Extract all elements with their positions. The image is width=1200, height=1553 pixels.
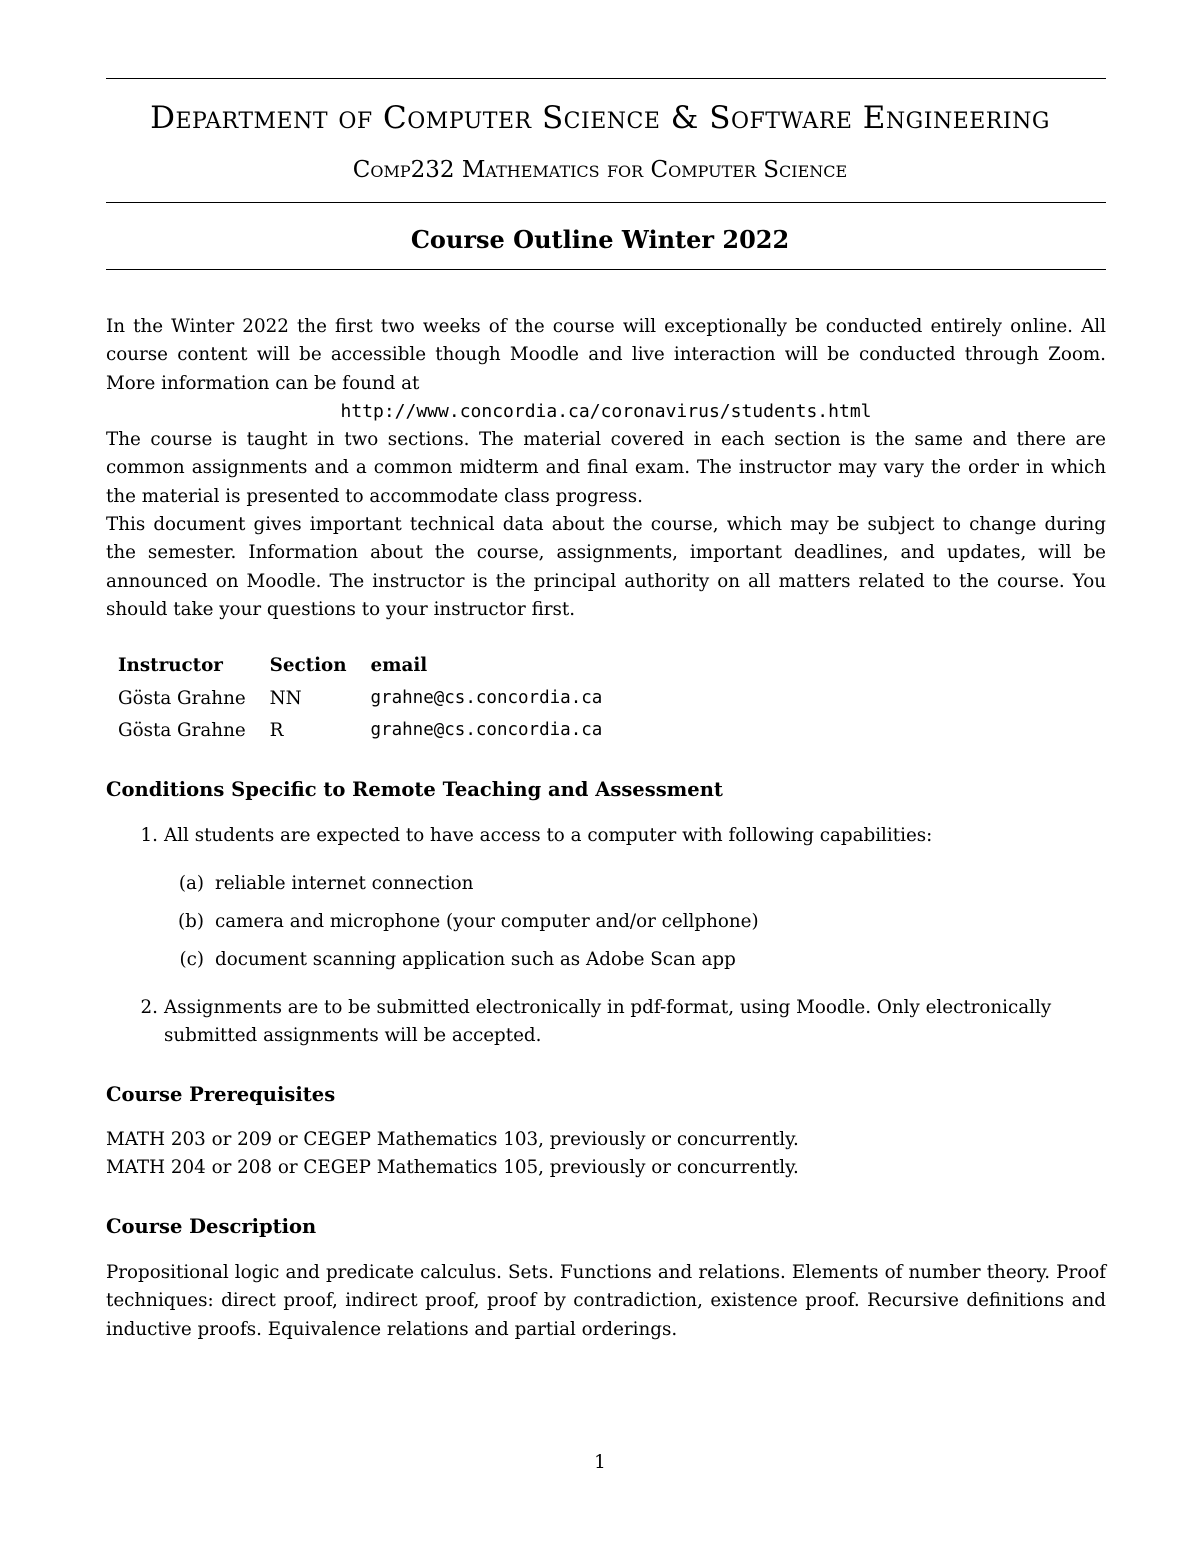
instructor-table — [106, 648, 614, 746]
list-item-text: All students are expected to have access to a computer with following capabilities: — [164, 825, 933, 846]
list-item-text-line2: submitted assignments will be accepted. — [164, 1025, 542, 1046]
sub-item-text: camera and microphone (your computer and/or cellphone) — [215, 911, 759, 932]
course-title: Comp232 Mathematics for Computer Science — [352, 157, 848, 183]
intro-paragraph-2: The course is taught in two sections. The material covered in each section is the same and there are common assignments and a common midterm and final exam. The instructor may vary the order in which the material is presented to accommodate class progress. — [106, 429, 1106, 507]
list-number: 2. — [140, 997, 158, 1018]
prerequisite-line-2: MATH 204 or 208 or CEGEP Mathematics 105, previously or concurrently. — [106, 1157, 799, 1179]
bottom-rule — [106, 269, 1106, 270]
outline-title: Course Outline Winter 2022 — [410, 225, 790, 254]
top-rule — [106, 78, 1106, 79]
description-text: Propositional logic and predicate calculus. Sets. Functions and relations. Elements of number theory. Proof techniques: direct proof, indirect proof, proof by contradiction, existence proof. Recursive definitions and inductive proofs. Equivalence relations and partial orderings. — [106, 1262, 1106, 1340]
prerequisites-heading: Course Prerequisites — [106, 1083, 336, 1106]
prerequisites-text — [106, 1126, 1106, 1183]
list-number: 1. — [140, 825, 158, 846]
header-email: email — [370, 654, 428, 676]
instructor-section: R — [269, 719, 284, 741]
intro-paragraph-1: In the Winter 2022 the first two weeks of the course will exceptionally be conducted entirely online. All course content will be accessible though Moodle and live interaction will be conducted through Zoom. More information can be found at — [106, 316, 1106, 394]
prerequisite-line-1: MATH 203 or 209 or CEGEP Mathematics 103, previously or concurrently. — [106, 1129, 799, 1150]
middle-rule — [106, 202, 1106, 203]
page-number: 1 — [594, 1452, 606, 1473]
instructor-name: Gösta Grahne — [118, 687, 246, 709]
department-title: Department of Computer Science & Software Engineering — [150, 100, 1050, 136]
instructor-email[interactable]: grahne@cs.concordia.ca — [370, 720, 603, 740]
sub-item-text: reliable internet connection — [215, 873, 474, 894]
instructor-name: Gösta Grahne — [118, 719, 246, 741]
instructor-table-header — [106, 648, 614, 682]
sub-item-text: document scanning application such as Adobe Scan app — [215, 949, 736, 970]
sub-item-label: (c) — [179, 949, 204, 970]
coronavirus-url[interactable]: http://www.concordia.ca/coronavirus/students.html — [340, 400, 872, 422]
intro-section — [106, 313, 1106, 624]
header-instructor: Instructor — [118, 654, 223, 676]
table-row — [106, 682, 614, 714]
header-section: Section — [269, 654, 347, 676]
instructor-email[interactable]: grahne@cs.concordia.ca — [370, 688, 603, 708]
remote-heading: Conditions Specific to Remote Teaching and Assessment — [106, 778, 723, 801]
instructor-section: NN — [269, 687, 302, 709]
sub-item-label: (b) — [178, 911, 204, 932]
description-heading: Course Description — [106, 1215, 317, 1238]
list-item-text-line1: Assignments are to be submitted electronically in pdf-format, using Moodle. Only electronically — [164, 997, 1052, 1018]
intro-paragraph-3: This document gives important technical data about the course, which may be subject to change during the semester. Information about the course, assignments, important deadlines, and updates, will be announced on Moodle. The instructor is the principal authority on all matters related to the course. You should take your questions to your instructor first. — [106, 514, 1106, 620]
table-row — [106, 714, 614, 746]
sub-item-label: (a) — [178, 873, 204, 894]
